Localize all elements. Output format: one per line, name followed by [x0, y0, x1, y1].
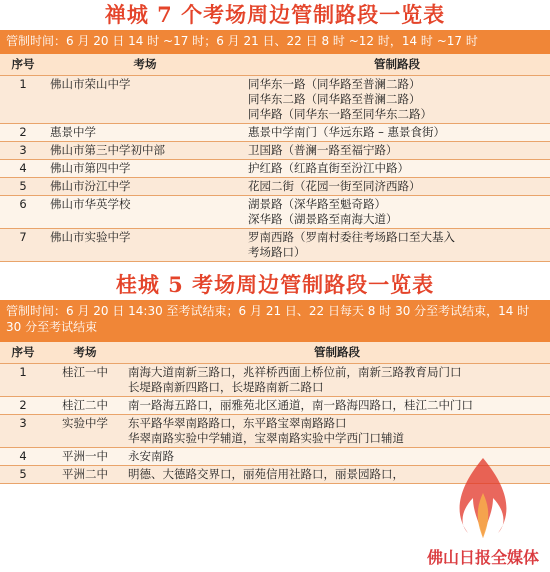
row-number: 6 — [0, 196, 46, 229]
row-number: 3 — [0, 142, 46, 160]
exam-site: 平洲一中 — [46, 448, 124, 466]
controlled-roads — [244, 160, 550, 178]
road-segment: 同华东二路（同华路至普澜二路） — [248, 92, 421, 106]
road-segment: 护红路（红路直街至汾江中路） — [248, 161, 409, 175]
row-number: 5 — [0, 178, 46, 196]
road-segment: 南一路海五路口，丽雅苑北区通道，南一路海四路口，桂江二中门口 — [128, 398, 473, 412]
watermark-text: 佛山日报全媒体 — [426, 548, 539, 567]
road-segment: 考场路口） — [248, 245, 306, 259]
row-number: 2 — [0, 124, 46, 142]
exam-site: 桂江二中 — [46, 397, 124, 415]
table-row — [0, 76, 550, 124]
road-segment: 同华路（同华东一路至同华东二路） — [248, 107, 432, 121]
header-no: 序号 — [0, 342, 46, 364]
table-row — [0, 196, 550, 229]
row-number: 1 — [0, 364, 46, 397]
controlled-roads — [244, 76, 550, 124]
controlled-roads — [244, 124, 550, 142]
controlled-roads — [124, 397, 550, 415]
header-school: 考场 — [46, 54, 244, 76]
road-segment: 南海大道南新三路口，兆祥桥西面上桥位前，南新三路教育局门口 — [128, 365, 462, 379]
exam-site: 平洲二中 — [46, 466, 124, 484]
exam-site: 佛山市华英学校 — [46, 196, 244, 229]
exam-site: 佛山市荣山中学 — [46, 76, 244, 124]
row-number: 5 — [0, 466, 46, 484]
header-roads: 管制路段 — [244, 54, 550, 76]
section1-table — [0, 54, 550, 262]
flame-icon — [418, 453, 548, 548]
road-segment: 湖景路（深华路至魁奇路） — [248, 197, 386, 211]
controlled-roads — [244, 178, 550, 196]
table-row — [0, 142, 550, 160]
road-segment: 同华东一路（同华路至普澜二路） — [248, 77, 421, 91]
road-segment: 东平路华翠南路路口，东平路宝翠南路路口 — [128, 416, 347, 430]
road-segment: 长堤路南新四路口，长堤路南新二路口 — [128, 380, 324, 394]
exam-site: 实验中学 — [46, 415, 124, 448]
section2-title: 桂城 5 考场周边管制路段一览表 — [115, 272, 435, 297]
row-number: 4 — [0, 160, 46, 178]
section1-title: 禅城 7 个考场周边管制路段一览表 — [104, 2, 446, 27]
controlled-roads — [244, 196, 550, 229]
controlled-roads — [244, 229, 550, 262]
exam-site: 佛山市第四中学 — [46, 160, 244, 178]
row-number: 4 — [0, 448, 46, 466]
exam-site: 桂江一中 — [46, 364, 124, 397]
watermark-logo — [418, 453, 548, 568]
road-segment: 永安南路 — [128, 449, 174, 463]
road-segment: 明德、大德路交界口，丽苑信用社路口，丽景园路口， — [128, 467, 404, 481]
controlled-roads — [244, 142, 550, 160]
table-row — [0, 160, 550, 178]
table-row — [0, 415, 550, 448]
exam-site: 佛山市第三中学初中部 — [46, 142, 244, 160]
exam-site: 惠景中学 — [46, 124, 244, 142]
table-row — [0, 124, 550, 142]
exam-site: 佛山市汾江中学 — [46, 178, 244, 196]
table-row — [0, 364, 550, 397]
road-segment: 卫国路（普澜一路至福宁路） — [248, 143, 398, 157]
table-row — [0, 397, 550, 415]
section1-time: 管制时间：6 月 20 日 14 时 ~17 时；6 月 21 日、22 日 8 时 ~12 时，14 时 ~17 时 — [0, 30, 550, 54]
controlled-roads — [124, 364, 550, 397]
row-number: 3 — [0, 415, 46, 448]
row-number: 1 — [0, 76, 46, 124]
header-no: 序号 — [0, 54, 46, 76]
exam-site: 佛山市实验中学 — [46, 229, 244, 262]
table-row — [0, 178, 550, 196]
table-row — [0, 229, 550, 262]
row-number: 7 — [0, 229, 46, 262]
road-segment: 花园二街（花园一街至同济西路） — [248, 179, 421, 193]
controlled-roads — [124, 415, 550, 448]
road-segment: 罗南西路（罗南村委往考场路口至大基入 — [248, 230, 455, 244]
header-roads: 管制路段 — [124, 342, 550, 364]
road-segment: 惠景中学南门（华远东路 – 惠景食街） — [248, 125, 446, 139]
road-segment: 深华路（湖景路至南海大道） — [248, 212, 398, 226]
row-number: 2 — [0, 397, 46, 415]
header-school: 考场 — [46, 342, 124, 364]
section2-time: 管制时间：6 月 20 日 14:30 至考试结束；6 月 21 日、22 日每天 8 时 30 分至考试结束，14 时 30 分至考试结束 — [0, 300, 550, 342]
road-segment: 华翠南路实验中学辅道，宝翠南路实验中学西门口辅道 — [128, 431, 404, 445]
